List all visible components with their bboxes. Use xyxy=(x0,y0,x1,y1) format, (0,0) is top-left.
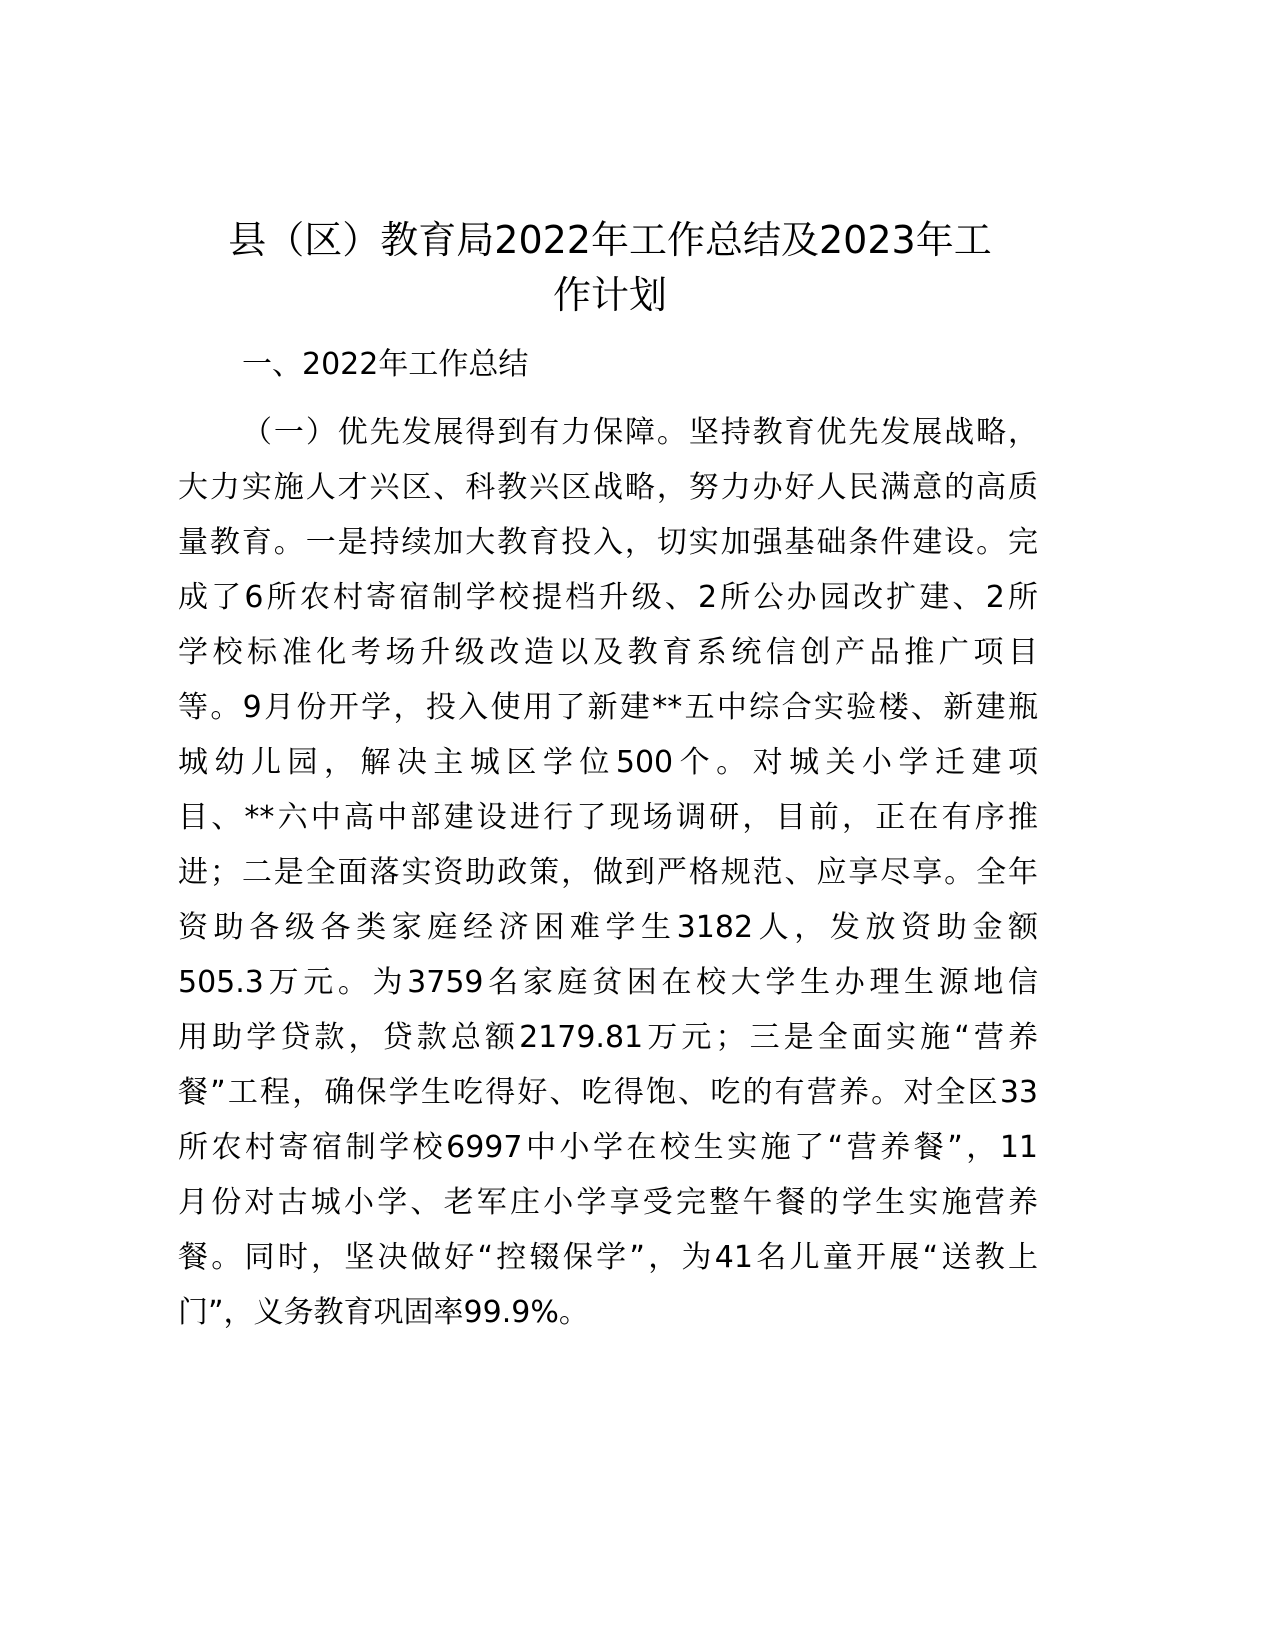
document-title-line-1: 县（区）教育局2022年工作总结及2023年工 xyxy=(228,218,992,262)
paragraph-line: 资助各级各类家庭经济困难学生3182人，发放资助金额 xyxy=(178,910,1038,945)
paragraph-line: 505.3万元。为3759名家庭贫困在校大学生办理生源地信 xyxy=(178,965,1038,1000)
paragraph-line: 门”，义务教育巩固率99.9%。 xyxy=(178,1295,589,1330)
section-heading: 一、2022年工作总结 xyxy=(242,347,529,382)
paragraph-line: 目、**六中高中部建设进行了现场调研，目前，正在有序推 xyxy=(178,800,1038,835)
paragraph-line: 餐。同时，坚决做好“控辍保学”，为41名儿童开展“送教上 xyxy=(178,1240,1038,1275)
paragraph-line: （一）优先发展得到有力保障。坚持教育优先发展战略， xyxy=(242,415,1038,450)
paragraph-line: 学校标准化考场升级改造以及教育系统信创产品推广项目 xyxy=(178,635,1038,670)
paragraph-line: 月份对古城小学、老军庄小学享受完整午餐的学生实施营养 xyxy=(178,1185,1038,1220)
paragraph-line: 等。9月份开学，投入使用了新建**五中综合实验楼、新建瓶 xyxy=(178,690,1038,725)
paragraph-line: 成了6所农村寄宿制学校提档升级、2所公办园改扩建、2所 xyxy=(178,580,1038,615)
paragraph-line: 大力实施人才兴区、科教兴区战略，努力办好人民满意的高质 xyxy=(178,470,1038,505)
paragraph-line: 城幼儿园，解决主城区学位500个。对城关小学迁建项 xyxy=(178,745,1038,780)
paragraph-line: 用助学贷款，贷款总额2179.81万元；三是全面实施“营养 xyxy=(178,1020,1038,1055)
paragraph-line: 量教育。一是持续加大教育投入，切实加强基础条件建设。完 xyxy=(178,525,1038,560)
paragraph-line: 所农村寄宿制学校6997中小学在校生实施了“营养餐”，11 xyxy=(178,1130,1038,1165)
paragraph-line: 餐”工程，确保学生吃得好、吃得饱、吃的有营养。对全区33 xyxy=(178,1075,1038,1110)
document-title-line-2: 作计划 xyxy=(552,273,667,317)
paragraph-line: 进；二是全面落实资助政策，做到严格规范、应享尽享。全年 xyxy=(178,855,1038,890)
